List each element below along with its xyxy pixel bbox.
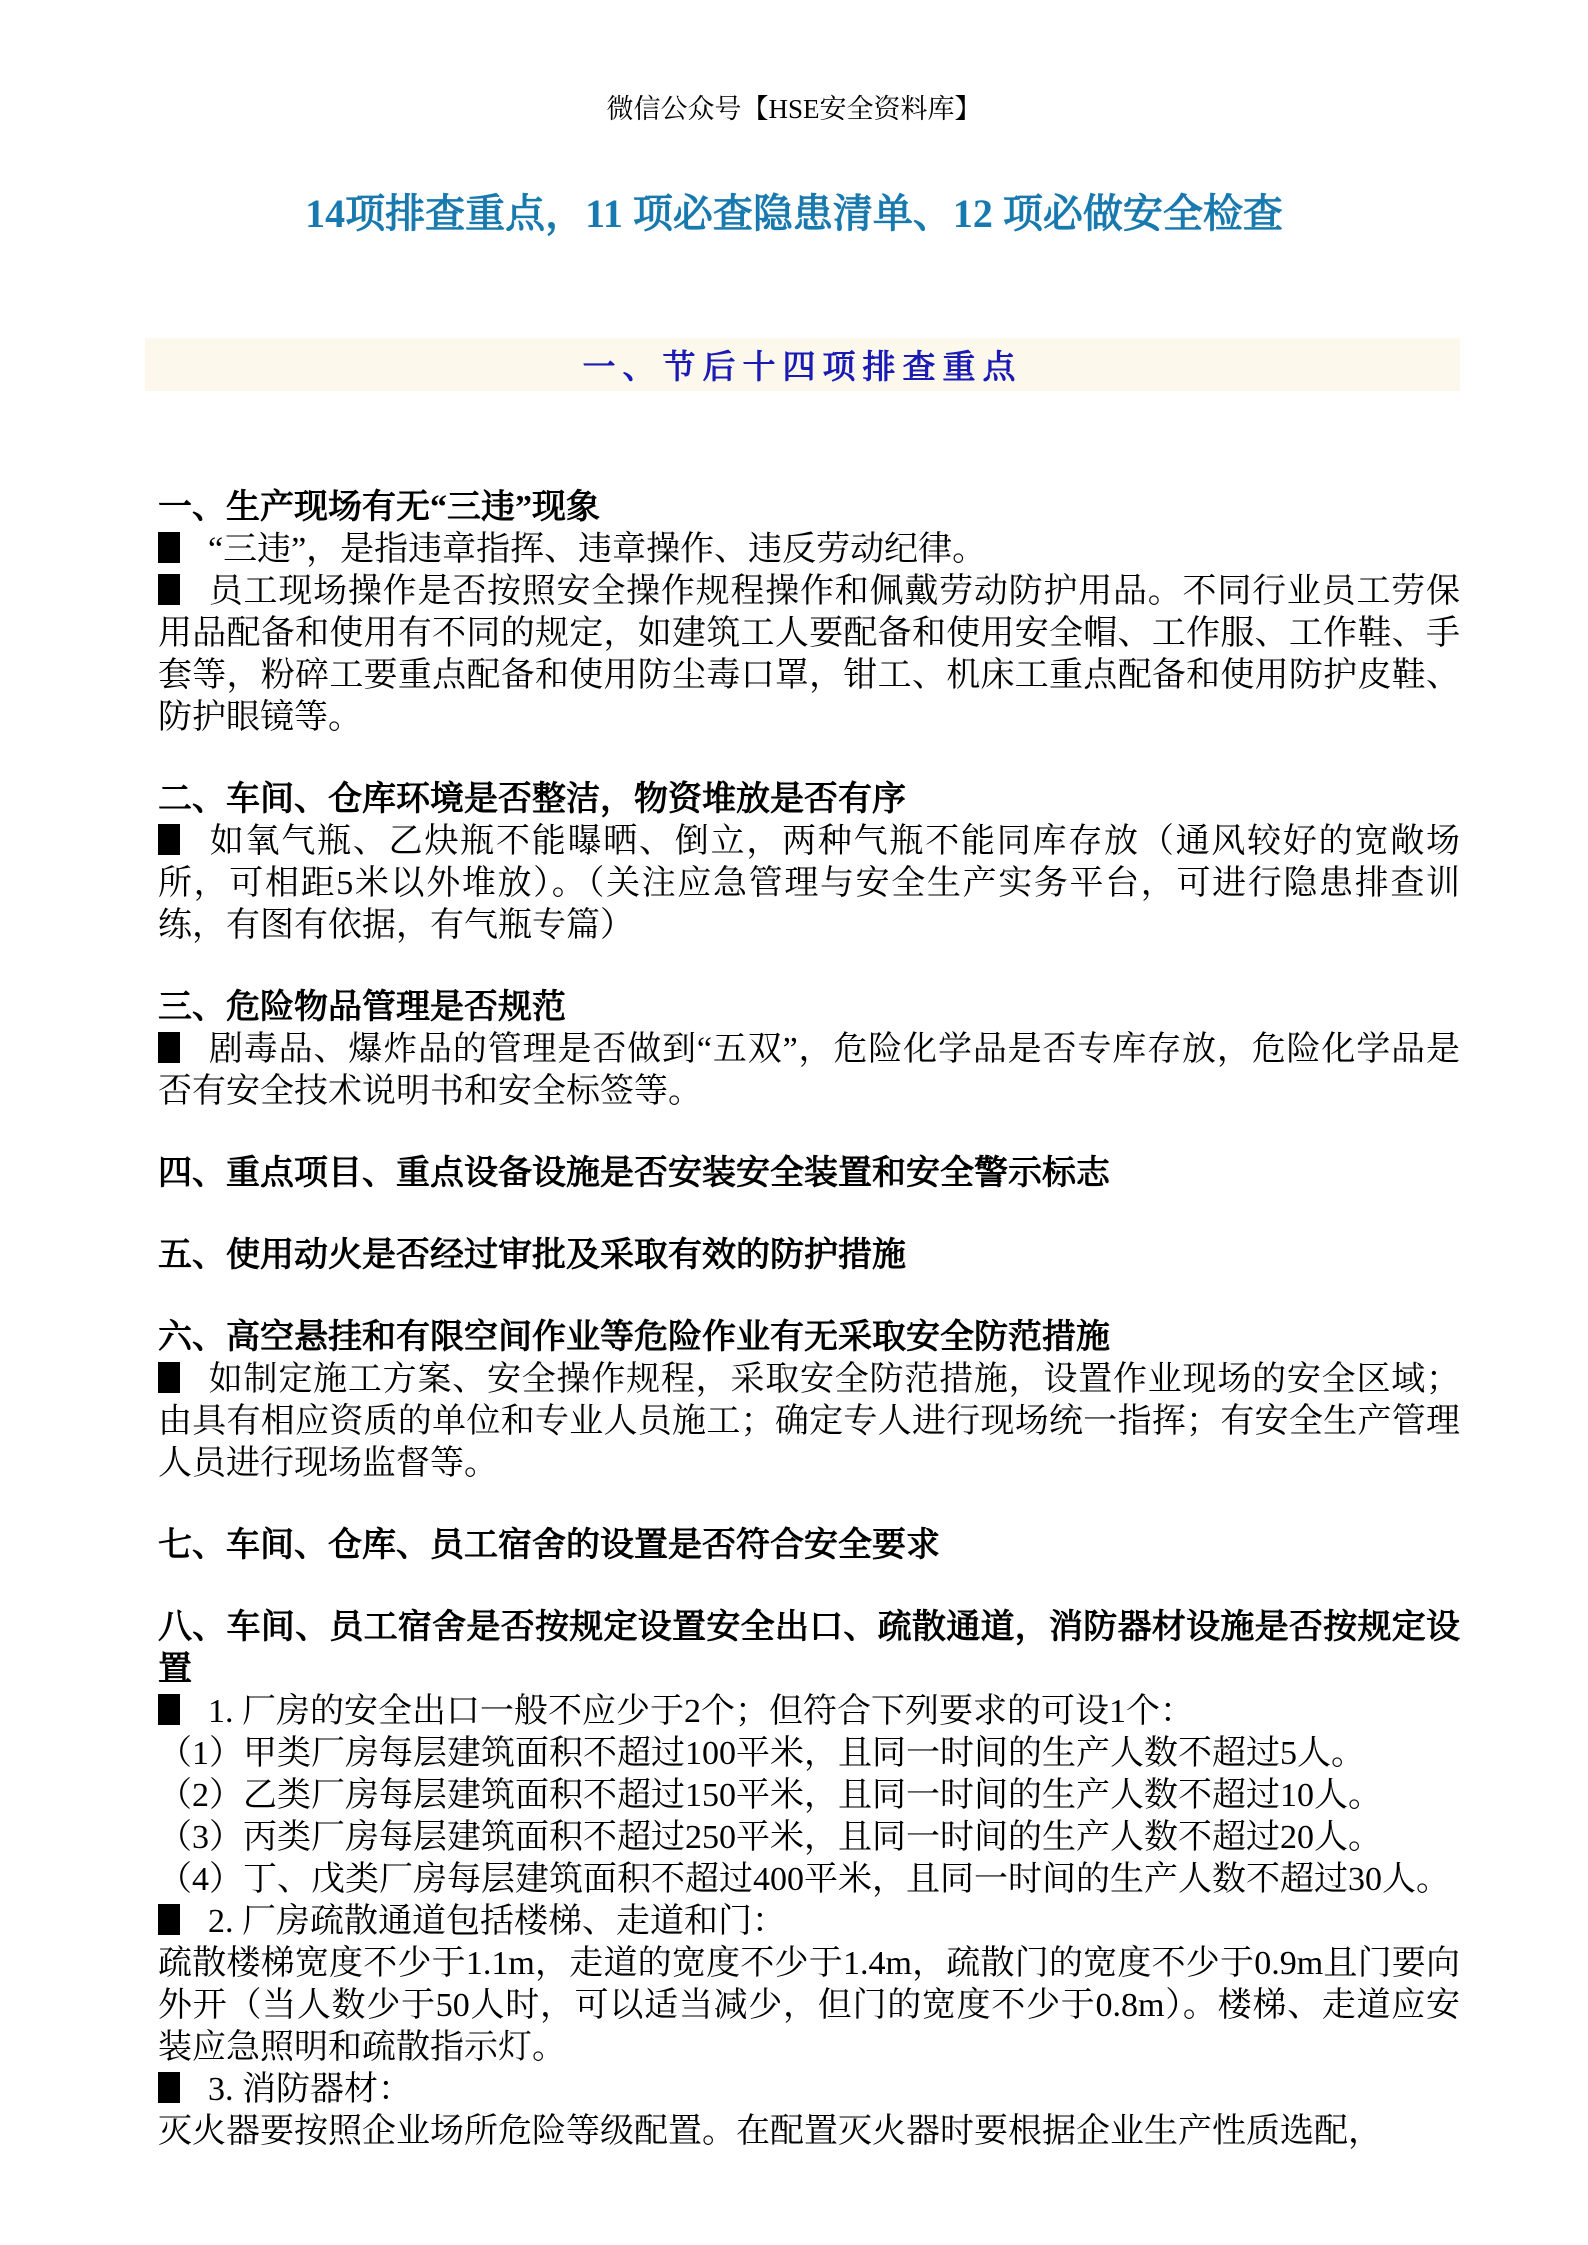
paragraph bbox=[158, 1817, 1460, 1859]
paragraph-text: （2）乙类厂房每层建筑面积不超过150平米，且同一时间的生产人数不超过10人。 bbox=[158, 1777, 1382, 1814]
section-heading: 七、车间、仓库、员工宿舍的设置是否符合安全要求 bbox=[158, 1527, 940, 1564]
paragraph-text: 疏散楼梯宽度不少于1.1m，走道的宽度不少于1.4m，疏散门的宽度不少于0.9m且门要向外开（当人数少于50人时，可以适当减少，但门的宽度不少于0.8m）。楼梯、走道应安装应急照明和疏散指示灯。 bbox=[158, 1945, 1460, 2066]
paragraph-text: （1）甲类厂房每层建筑面积不超过100平米，且同一时间的生产人数不超过5人。 bbox=[158, 1735, 1365, 1772]
bullet-square-icon bbox=[158, 2072, 180, 2103]
section-heading: 三、危险物品管理是否规范 bbox=[158, 989, 566, 1026]
section-banner-title: 一、节后十四项排查重点 bbox=[582, 348, 1023, 385]
paragraph-text: 员工现场操作是否按照安全操作规程操作和佩戴劳动防护用品。不同行业员工劳保用品配备和使用有不同的规定，如建筑工人要配备和使用安全帽、工作服、工作鞋、手套等，粉碎工要重点配备和使用防尘毒口罩，钳工、机床工重点配备和使用防护皮鞋、防护眼镜等。 bbox=[158, 573, 1460, 736]
section-heading: 一、生产现场有无“三违”现象 bbox=[158, 489, 600, 526]
section-heading: 八、车间、员工宿舍是否按规定设置安全出口、疏散通道，消防器材设施是否按规定设置 bbox=[158, 1609, 1460, 1688]
bullet-square-icon bbox=[158, 574, 180, 605]
paragraph-text: 3. 消防器材： bbox=[208, 2071, 412, 2108]
section-heading: 四、重点项目、重点设备设施是否安装安全装置和安全警示标志 bbox=[158, 1155, 1110, 1192]
paragraph bbox=[158, 1029, 1460, 1113]
section bbox=[158, 487, 1460, 739]
bullet-square-icon bbox=[158, 1904, 180, 1935]
paragraph bbox=[158, 2069, 1460, 2111]
paragraph bbox=[158, 529, 1460, 571]
section bbox=[158, 1235, 1460, 1277]
section-heading: 五、使用动火是否经过审批及采取有效的防护措施 bbox=[158, 1237, 906, 1274]
section-heading: 二、车间、仓库环境是否整洁，物资堆放是否有序 bbox=[158, 781, 906, 818]
paragraph-text: 1. 厂房的安全出口一般不应少于2个；但符合下列要求的可设1个： bbox=[208, 1693, 1194, 1730]
bullet-square-icon bbox=[158, 824, 180, 855]
paragraph bbox=[158, 1733, 1460, 1775]
bullet-square-icon bbox=[158, 532, 180, 563]
paragraph bbox=[158, 1775, 1460, 1817]
paragraph bbox=[158, 1359, 1460, 1485]
section bbox=[158, 1317, 1460, 1485]
paragraph-text: （4）丁、戊类厂房每层建筑面积不超过400平米，且同一时间的生产人数不超过30人。 bbox=[158, 1861, 1450, 1898]
document-body bbox=[0, 487, 1588, 2153]
paragraph bbox=[158, 1859, 1460, 1901]
page-title: 14项排查重点，11 项必查隐患清单、12 项必做安全检查 bbox=[305, 191, 1283, 236]
paragraph bbox=[158, 1943, 1460, 2069]
section bbox=[158, 1153, 1460, 1195]
paragraph bbox=[158, 2111, 1460, 2153]
section bbox=[158, 779, 1460, 947]
paragraph-text: 剧毒品、爆炸品的管理是否做到“五双”，危险化学品是否专库存放，危险化学品是否有安全技术说明书和安全标签等。 bbox=[158, 1031, 1460, 1110]
bullet-square-icon bbox=[158, 1362, 180, 1393]
paragraph-text: 2. 厂房疏散通道包括楼梯、走道和门： bbox=[208, 1903, 786, 1940]
section bbox=[158, 987, 1460, 1113]
bullet-square-icon bbox=[158, 1694, 180, 1725]
paragraph-text: “三违”，是指违章指挥、违章操作、违反劳动纪律。 bbox=[208, 531, 987, 568]
paragraph-text: （3）丙类厂房每层建筑面积不超过250平米，且同一时间的生产人数不超过20人。 bbox=[158, 1819, 1382, 1856]
paragraph-text: 如氧气瓶、乙炔瓶不能曝晒、倒立，两种气瓶不能同库存放（通风较好的宽敞场所，可相距5米以外堆放）。（关注应急管理与安全生产实务平台，可进行隐患排查训练，有图有依据，有气瓶专篇） bbox=[158, 823, 1460, 944]
bullet-square-icon bbox=[158, 1032, 180, 1063]
paragraph bbox=[158, 821, 1460, 947]
paragraph bbox=[158, 571, 1460, 739]
paragraph bbox=[158, 1901, 1460, 1943]
wechat-source-label: 微信公众号【HSE安全资料库】 bbox=[606, 94, 982, 124]
section bbox=[158, 1607, 1460, 2153]
section bbox=[158, 1525, 1460, 1567]
paragraph bbox=[158, 1691, 1460, 1733]
section-heading: 六、高空悬挂和有限空间作业等危险作业有无采取安全防范措施 bbox=[158, 1319, 1110, 1356]
paragraph-text: 灭火器要按照企业场所危险等级配置。在配置灭火器时要根据企业生产性质选配， bbox=[158, 2113, 1382, 2150]
section-banner bbox=[145, 338, 1460, 391]
paragraph-text: 如制定施工方案、安全操作规程，采取安全防范措施，设置作业现场的安全区域；由具有相应资质的单位和专业人员施工；确定专人进行现场统一指挥；有安全生产管理人员进行现场监督等。 bbox=[158, 1361, 1460, 1482]
